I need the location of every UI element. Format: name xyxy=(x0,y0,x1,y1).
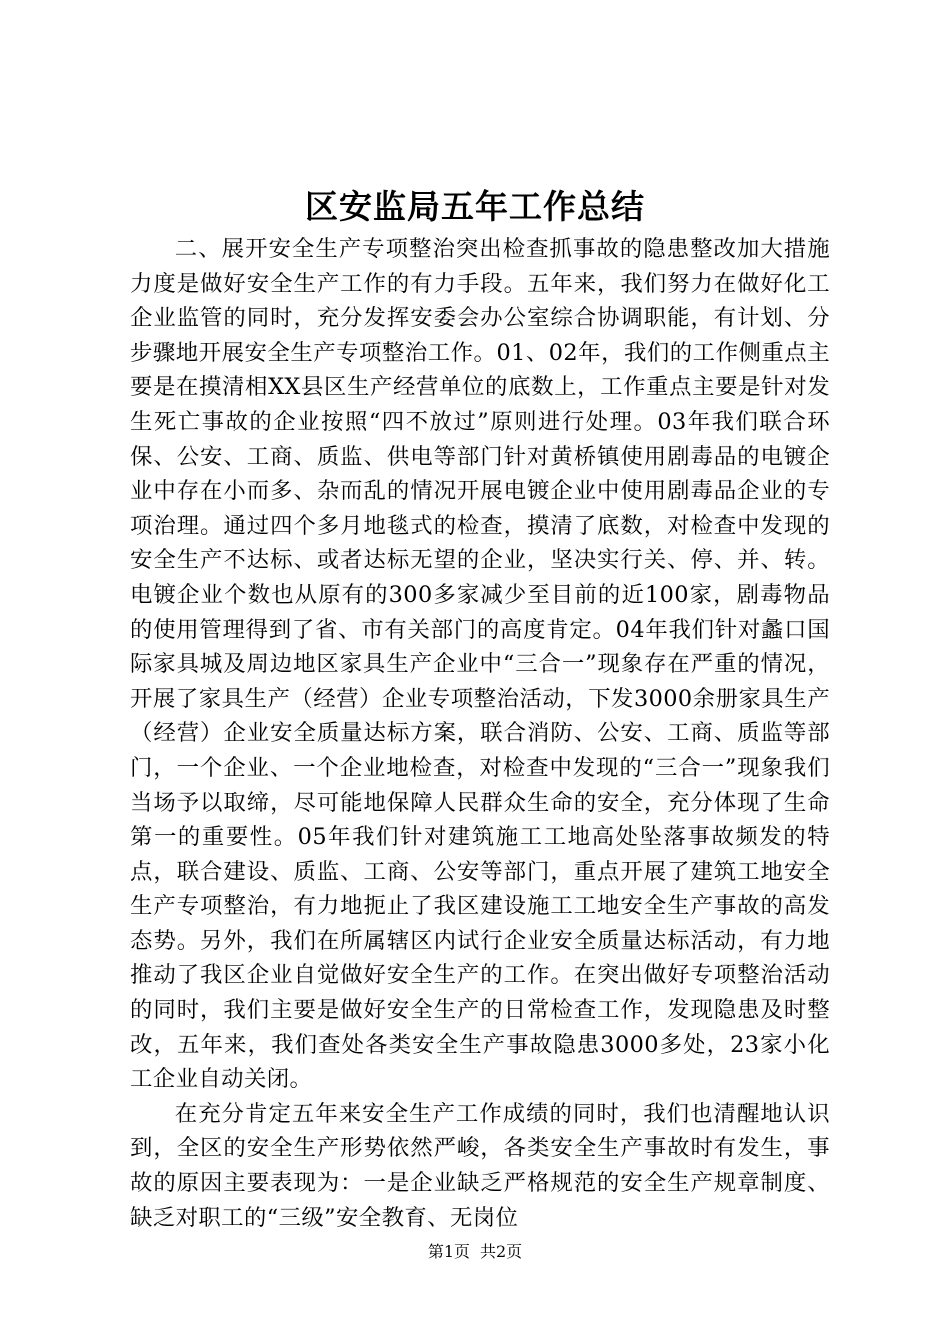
page-footer xyxy=(0,1242,950,1262)
paragraph-1: 二、展开安全生产专项整治突出检查抓事故的隐患整改加大措施力度是做好安全生产工作的有力手段。五年来，我们努力在做好化工企业监管的同时，充分发挥安委会办公室综合协调职能，有计划、分步骤地开展安全生产专项整治工作。01、02年，我们的工作侧重点主要是在摸清相XX县区生产经营单位的底数上，工作重点主要是针对发生死亡事故的企业按照“四不放过”原则进行处理。03年我们联合环保、公安、工商、质监、供电等部门针对黄桥镇使用剧毒品的电镀企业中存在小而多、杂而乱的情况开展电镀企业中使用剧毒品企业的专项治理。通过四个多月地毯式的检查，摸清了底数，对检查中发现的安全生产不达标、或者达标无望的企业，坚决实行关、停、并、转。电镀企业个数也从原有的300多家减少至目前的近100家，剧毒物品的使用管理得到了省、市有关部门的高度肯定。04年我们针对蠡口国际家具城及周边地区家具生产企业中“三合一”现象存在严重的情况，开展了家具生产（经营）企业专项整治活动，下发3000余册家具生产（经营）企业安全质量达标方案，联合消防、公安、工商、质监等部门，一个企业、一个企业地检查，对检查中发现的“三合一”现象我们当场予以取缔，尽可能地保障人民群众生命的安全，充分体现了生命第一的重要性。05年我们针对建筑施工工地高处坠落事故频发的特点，联合建设、质监、工商、公安等部门，重点开展了建筑工地安全生产专项整治，有力地扼止了我区建设施工工地安全生产事故的高发态势。另外，我们在所属辖区内试行企业安全质量达标活动，有力地推动了我区企业自觉做好安全生产的工作。在突出做好专项整治活动的同时，我们主要是做好安全生产的日常检查工作，发现隐患及时整改，五年来，我们查处各类安全生产事故隐患3000多处，23家小化工企业自动关闭。 xyxy=(130,236,830,1093)
paragraph-2: 在充分肯定五年来安全生产工作成绩的同时，我们也清醒地认识到，全区的安全生产形势依然严峻，各类安全生产事故时有发生，事故的原因主要表现为：一是企业缺乏严格规范的安全生产规章制度、缺乏对职工的“三级”安全教育、无岗位 xyxy=(130,1100,830,1231)
document-body xyxy=(130,232,830,1235)
document-title: 区安监局五年工作总结 xyxy=(305,187,645,226)
page-number: 第1页 xyxy=(427,1242,470,1261)
page-total: 共2页 xyxy=(480,1242,523,1261)
